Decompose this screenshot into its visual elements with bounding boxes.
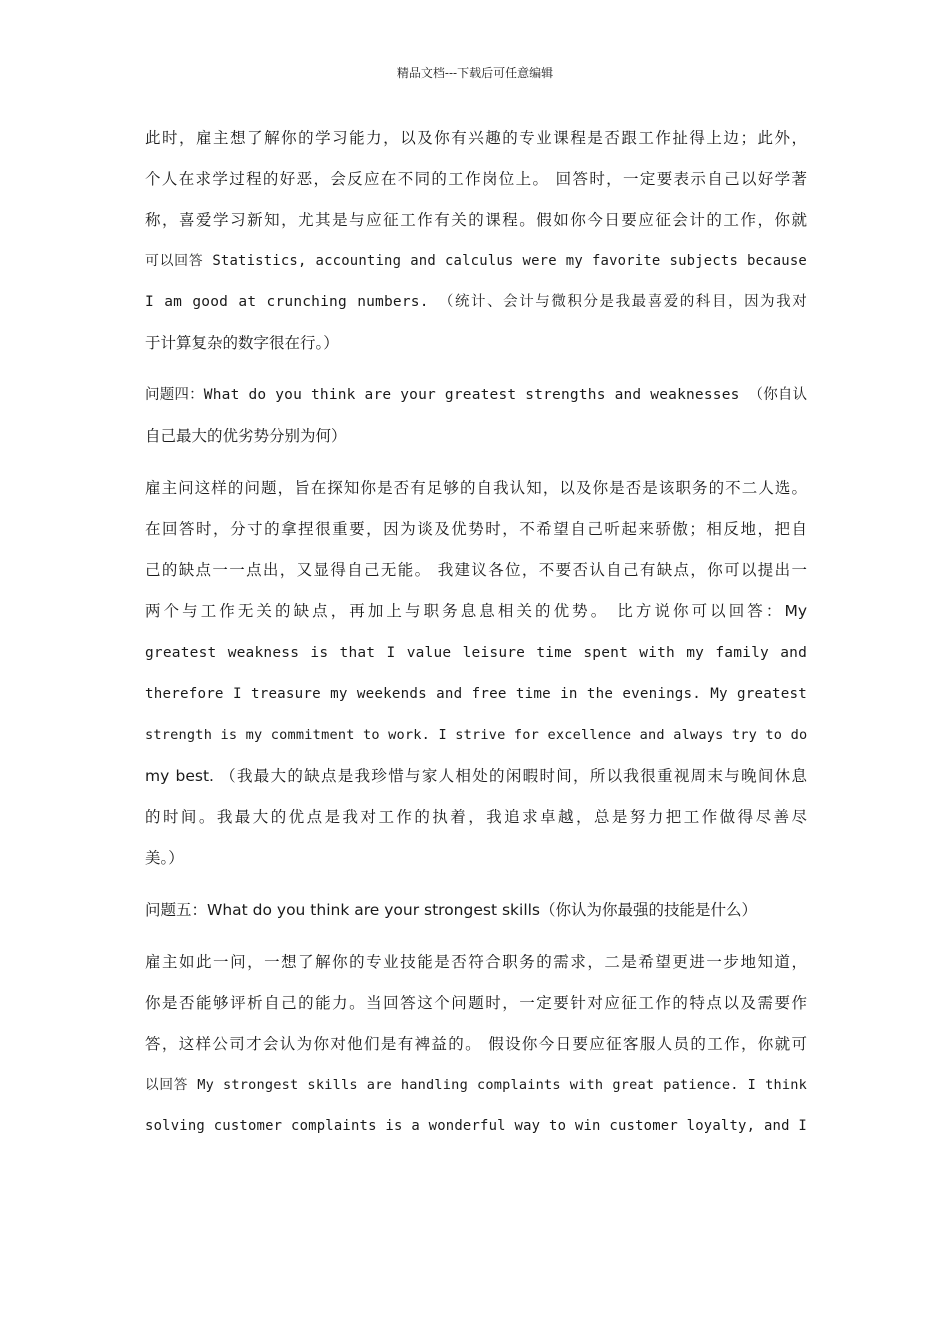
text-line: strength is my commitment to work. I strive for excellence and always try to do <box>145 727 807 743</box>
text-line: 此时，雇主想了解你的学习能力，以及你有兴趣的专业课程是否跟工作扯得上边；此外， <box>145 129 807 147</box>
text-line: therefore I treasure my weekends and free time in the evenings. My greatest <box>145 686 807 702</box>
text-line: 雇主问这样的问题，旨在探知你是否有足够的自我认知，以及你是否是该职务的不二人选。 <box>145 479 807 497</box>
text-line: 的时间。我最大的优点是我对工作的执着，我追求卓越，总是努力把工作做得尽善尽 <box>145 808 807 826</box>
text-line: solving customer complaints is a wonderful way to win customer loyalty, and I <box>145 1118 807 1134</box>
text-line: 答，这样公司才会认为你对他们是有裨益的。 假设你今日要应征客服人员的工作，你就可 <box>145 1035 807 1053</box>
text-line: 以回答 My strongest skills are handling complaints with great patience. I think <box>145 1077 807 1093</box>
text-line: 你是否能够评析自己的能力。当回答这个问题时，一定要针对应征工作的特点以及需要作 <box>145 994 807 1012</box>
text-line: 己的缺点一一点出，又显得自己无能。 我建议各位，不要否认自己有缺点，你可以提出一 <box>145 561 807 579</box>
text-line: 可以回答 Statistics, accounting and calculus were my favorite subjects because <box>145 253 807 269</box>
text-line: 在回答时，分寸的拿捏很重要，因为谈及优势时，不希望自己听起来骄傲；相反地，把自 <box>145 520 807 538</box>
text-line: my best. （我最大的缺点是我珍惜与家人相处的闲暇时间，所以我很重视周末与晚间休息 <box>145 767 807 785</box>
text-line: 美。） <box>145 849 184 867</box>
question-four-heading: 问题四：What do you think are your greatest strengths and weaknesses （你自认 <box>145 387 807 403</box>
text-line: greatest weakness is that I value leisure time spent with my family and <box>145 645 807 661</box>
text-line: 称，喜爱学习新知，尤其是与应征工作有关的课程。假如你今日要应征会计的工作，你就 <box>145 211 807 229</box>
text-line: 雇主如此一问，一想了解你的专业技能是否符合职务的需求，二是希望更进一步地知道， <box>145 953 807 971</box>
text-line: 自己最大的优劣势分别为何） <box>145 427 347 445</box>
question-five-heading: 问题五：What do you think are your strongest skills（你认为你最强的技能是什么） <box>145 901 758 919</box>
text-line: 于计算复杂的数字很在行。） <box>145 334 339 352</box>
text-line: 个人在求学过程的好恶，会反应在不同的工作岗位上。 回答时，一定要表示自己以好学著 <box>145 170 807 188</box>
text-line: 两个与工作无关的缺点，再加上与职务息息相关的优势。 比方说你可以回答：My <box>145 602 807 620</box>
text-line: I am good at crunching numbers. （统计、会计与微积分是我最喜爱的科目，因为我对 <box>145 294 807 310</box>
page-header: 精品文档---下载后可任意编辑 <box>396 66 554 80</box>
